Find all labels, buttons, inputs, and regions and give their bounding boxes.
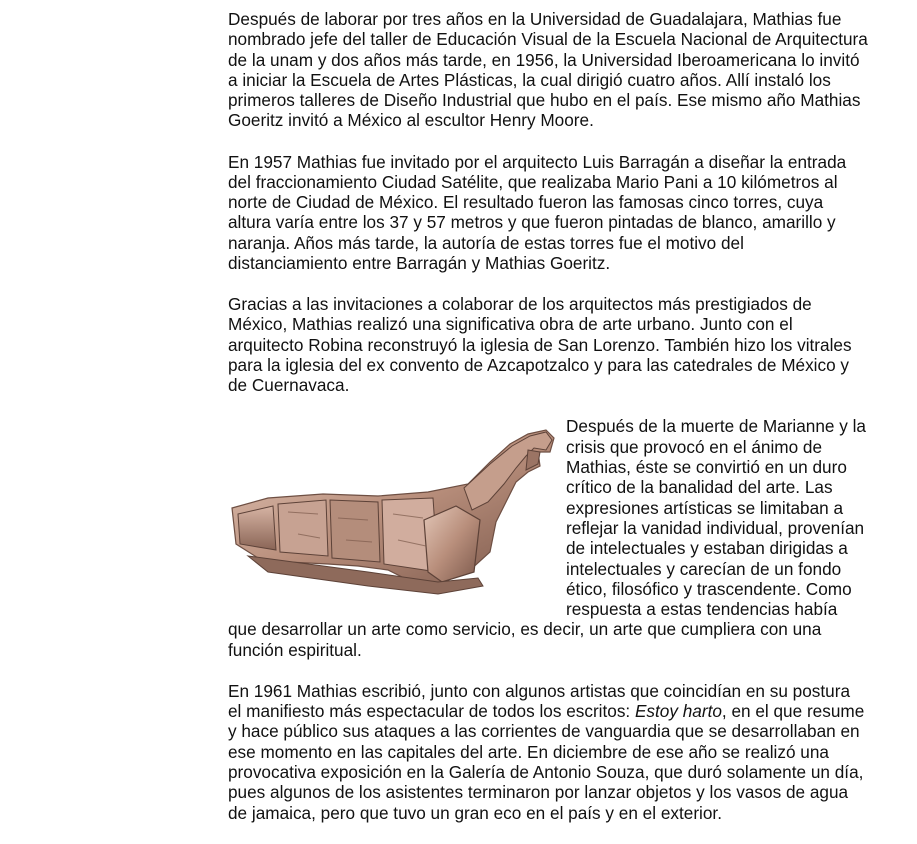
paragraph-4: Después de la muerte de Marianne y la crisis que provocó en el ánimo de Mathias, éste se convirtió en un duro crítico de la banalidad del arte. Las expresiones artísticas se limitaban a reflejar la vanidad individual, provenían de intelectuales y estaban dirigidas a intelectuales y carecían de un fondo ético, filosófico y trascendente. Como respuesta a estas tendencias había que desarrollar un arte como servicio, es decir, un arte que cumpliera con una función espiritual. xyxy=(228,416,866,660)
article-body xyxy=(228,9,868,844)
paragraph-1: Después de laborar por tres años en la Universidad de Guadalajara, Mathias fue nombrado jefe del taller de Educación Visual de la Escuela Nacional de Arquitectura de la unam y dos años más tarde, en 1956, la Universidad Iberoamericana lo invitó a iniciar la Escuela de Artes Plásticas, la cual dirigió cuatro años. Allí instaló los primeros talleres de Diseño Industrial que hubo en el país. Ese mismo año Mathias Goeritz invitó a México al escultor Henry Moore. xyxy=(228,9,868,131)
paragraph-3: Gracias a las invitaciones a colaborar de los arquitectos más prestigiados de México, Mathias realizó una significativa obra de arte urbano. Junto con el arquitecto Robina reconstruyó la iglesia de San Lorenzo. También hizo los vitrales para la iglesia del ex convento de Azcapotzalco y para las catedrales de México y de Cuernavaca. xyxy=(228,294,852,396)
paragraph-5 xyxy=(228,681,868,823)
paragraph-2: En 1957 Mathias fue invitado por el arquitecto Luis Barragán a diseñar la entrada del fraccionamiento Ciudad Satélite, que realizaba Mario Pani a 10 kilómetros al norte de Ciudad de México. El resultado fueron las famosas cinco torres, cuya altura varía entre los 37 y 57 metros y que fueron pintadas de blanco, amarillo y naranja. Años más tarde, la autoría de estas torres fue el motivo del distanciamiento entre Barragán y Mathias Goeritz. xyxy=(228,151,847,274)
serpent-sculpture-graphic xyxy=(228,422,558,600)
paragraph-5-text-end: , en el que resume y hace público sus ataques a las corrientes de vanguardia que se desarrollaban en ese momento en las capitales del arte. En diciembre de ese año se realizó una provocativa exposición en la Galería de Antonio Souza, que duró solamente un día, pues algunos de los asistentes terminaron por lanzar objetos y los vasos de agua de jamaica, pero que tuvo un gran eco en el país y en el exterior. xyxy=(228,701,865,823)
paragraph-5-text-start: En 1961 Mathias escribió, junto con algunos artistas que coincidían en su postura el manifiesto más espectacular de todos los escritos: xyxy=(228,680,850,722)
manifesto-title: Estoy harto xyxy=(634,701,722,722)
sculpture-image xyxy=(228,422,558,600)
